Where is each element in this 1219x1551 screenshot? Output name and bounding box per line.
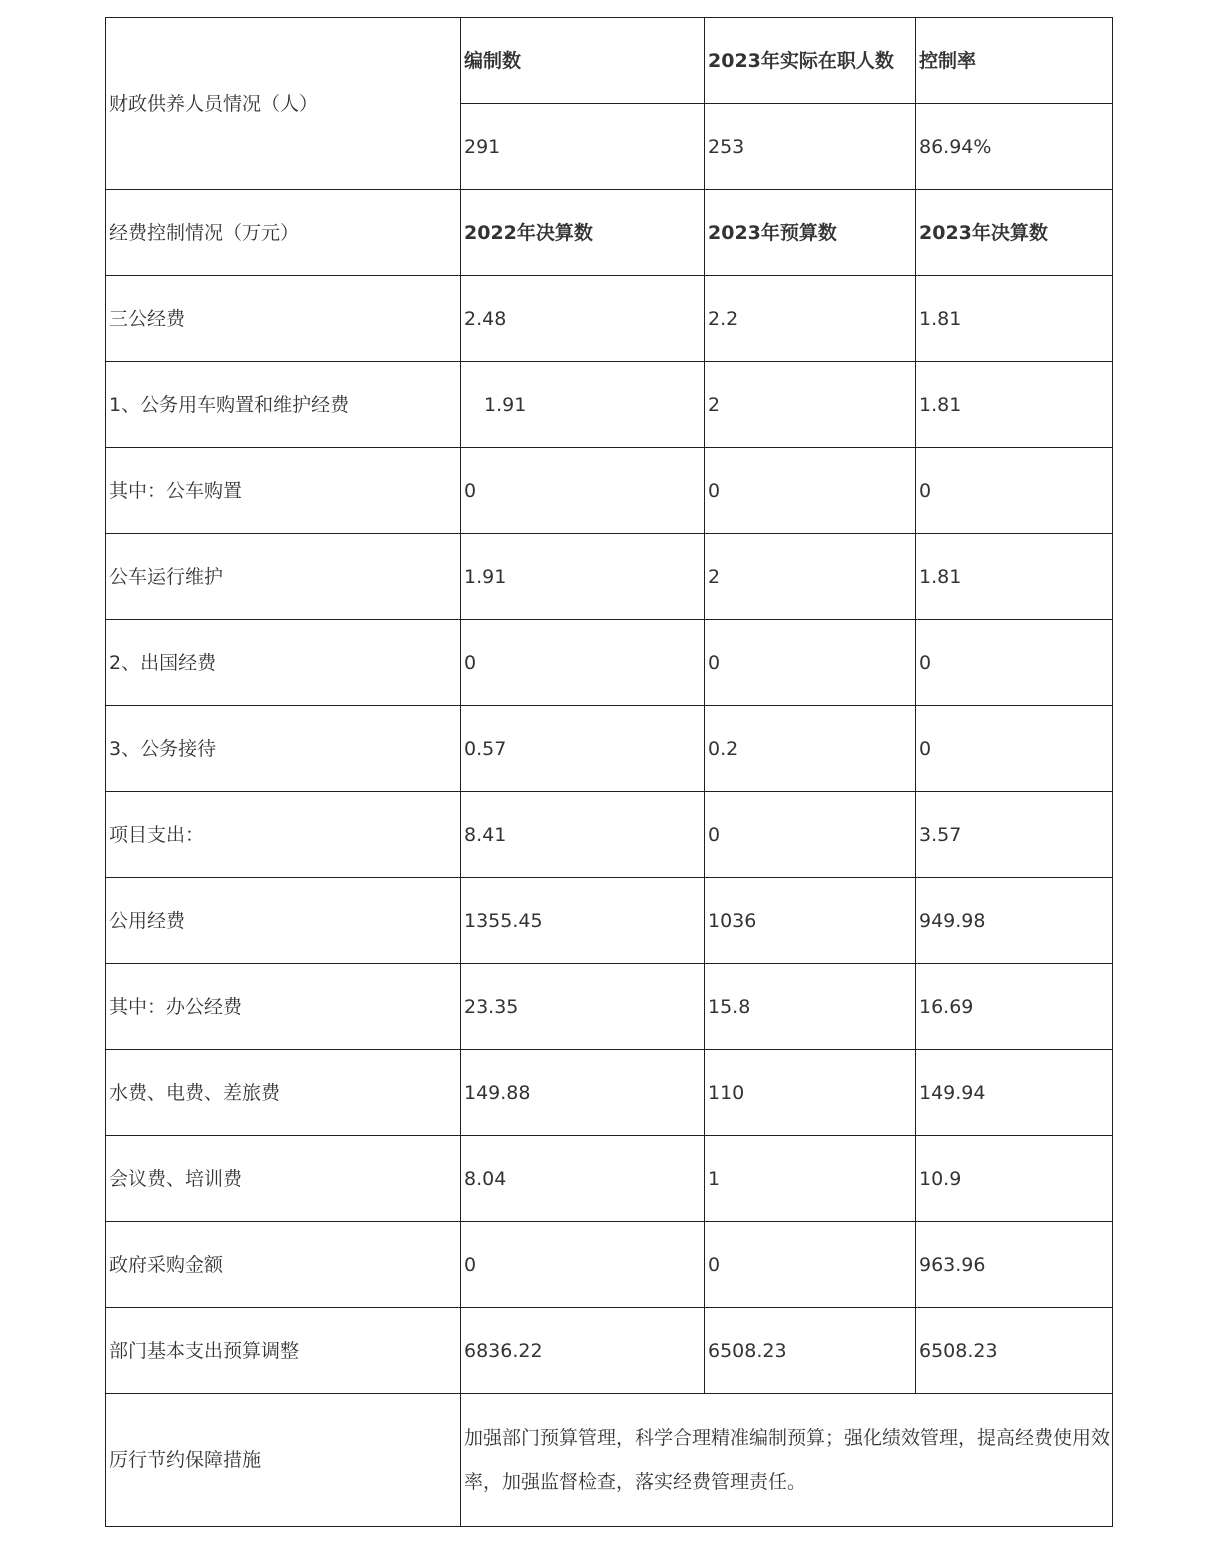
cell-2023-budget: 0 <box>705 620 916 706</box>
row-label: 水费、电费、差旅费 <box>106 1050 461 1136</box>
measures-row <box>106 1394 1113 1527</box>
table-row <box>106 1050 1113 1136</box>
row-label: 公车运行维护 <box>106 534 461 620</box>
measures-text: 加强部门预算管理，科学合理精准编制预算；强化绩效管理，提高经费使用效率，加强监督检查，落实经费管理责任。 <box>461 1394 1113 1527</box>
row-label: 部门基本支出预算调整 <box>106 1308 461 1394</box>
cell-2023-final: 1.81 <box>916 534 1113 620</box>
cell-2022-final: 6836.22 <box>461 1308 705 1394</box>
cell-2023-budget: 1 <box>705 1136 916 1222</box>
row-label: 项目支出： <box>106 792 461 878</box>
cell-2022-final: 0.57 <box>461 706 705 792</box>
table-row <box>106 620 1113 706</box>
table-row <box>106 448 1113 534</box>
row-label: 其中：办公经费 <box>106 964 461 1050</box>
table-row <box>106 1136 1113 1222</box>
cell-2023-budget: 2.2 <box>705 276 916 362</box>
col-header-2023-final: 2023年决算数 <box>916 190 1113 276</box>
cell-2023-final: 0 <box>916 448 1113 534</box>
cell-2023-budget: 2 <box>705 362 916 448</box>
col-header-establishment: 编制数 <box>461 18 705 104</box>
cell-2023-budget: 110 <box>705 1050 916 1136</box>
cell-2023-budget: 0 <box>705 1222 916 1308</box>
table-row <box>106 964 1113 1050</box>
row-label: 3、公务接待 <box>106 706 461 792</box>
cell-2022-final: 1.91 <box>461 362 705 448</box>
table-row <box>106 1222 1113 1308</box>
measures-label: 厉行节约保障措施 <box>106 1394 461 1527</box>
cell-2022-final: 2.48 <box>461 276 705 362</box>
funding-header-row <box>106 190 1113 276</box>
table-row <box>106 276 1113 362</box>
cell-2022-final: 8.04 <box>461 1136 705 1222</box>
cell-2022-final: 0 <box>461 620 705 706</box>
table-row <box>106 1308 1113 1394</box>
actual-staff-value: 253 <box>705 104 916 190</box>
row-label: 政府采购金额 <box>106 1222 461 1308</box>
cell-2023-budget: 6508.23 <box>705 1308 916 1394</box>
row-label: 公用经费 <box>106 878 461 964</box>
col-header-2022-final: 2022年决算数 <box>461 190 705 276</box>
table-row <box>106 792 1113 878</box>
cell-2023-final: 0 <box>916 706 1113 792</box>
funding-label: 经费控制情况（万元） <box>106 190 461 276</box>
cell-2022-final: 149.88 <box>461 1050 705 1136</box>
table-row <box>106 878 1113 964</box>
row-label: 2、出国经费 <box>106 620 461 706</box>
cell-2023-budget: 15.8 <box>705 964 916 1050</box>
control-rate-value: 86.94% <box>916 104 1113 190</box>
row-label: 三公经费 <box>106 276 461 362</box>
cell-2022-final: 1.91 <box>461 534 705 620</box>
table-row <box>106 362 1113 448</box>
cell-2023-budget: 0 <box>705 792 916 878</box>
cell-2022-final: 1355.45 <box>461 878 705 964</box>
cell-2023-budget: 1036 <box>705 878 916 964</box>
cell-2022-final: 8.41 <box>461 792 705 878</box>
cell-2023-final: 6508.23 <box>916 1308 1113 1394</box>
col-header-2023-budget: 2023年预算数 <box>705 190 916 276</box>
expense-control-table <box>105 17 1113 1527</box>
cell-2022-final: 23.35 <box>461 964 705 1050</box>
cell-2022-final: 0 <box>461 1222 705 1308</box>
col-header-control-rate: 控制率 <box>916 18 1113 104</box>
cell-2023-final: 963.96 <box>916 1222 1113 1308</box>
cell-2023-budget: 2 <box>705 534 916 620</box>
row-label: 1、公务用车购置和维护经费 <box>106 362 461 448</box>
table-row <box>106 534 1113 620</box>
row-label: 会议费、培训费 <box>106 1136 461 1222</box>
cell-2023-final: 1.81 <box>916 276 1113 362</box>
row-label: 其中：公车购置 <box>106 448 461 534</box>
cell-2023-budget: 0 <box>705 448 916 534</box>
cell-2023-final: 949.98 <box>916 878 1113 964</box>
staffing-header-row <box>106 18 1113 104</box>
cell-2022-final: 0 <box>461 448 705 534</box>
staffing-label: 财政供养人员情况（人） <box>106 18 461 190</box>
cell-2023-final: 3.57 <box>916 792 1113 878</box>
table-row <box>106 706 1113 792</box>
cell-2023-final: 1.81 <box>916 362 1113 448</box>
col-header-actual-staff: 2023年实际在职人数 <box>705 18 916 104</box>
cell-2023-final: 16.69 <box>916 964 1113 1050</box>
cell-2023-final: 0 <box>916 620 1113 706</box>
cell-2023-final: 10.9 <box>916 1136 1113 1222</box>
establishment-value: 291 <box>461 104 705 190</box>
cell-2023-budget: 0.2 <box>705 706 916 792</box>
cell-2023-final: 149.94 <box>916 1050 1113 1136</box>
